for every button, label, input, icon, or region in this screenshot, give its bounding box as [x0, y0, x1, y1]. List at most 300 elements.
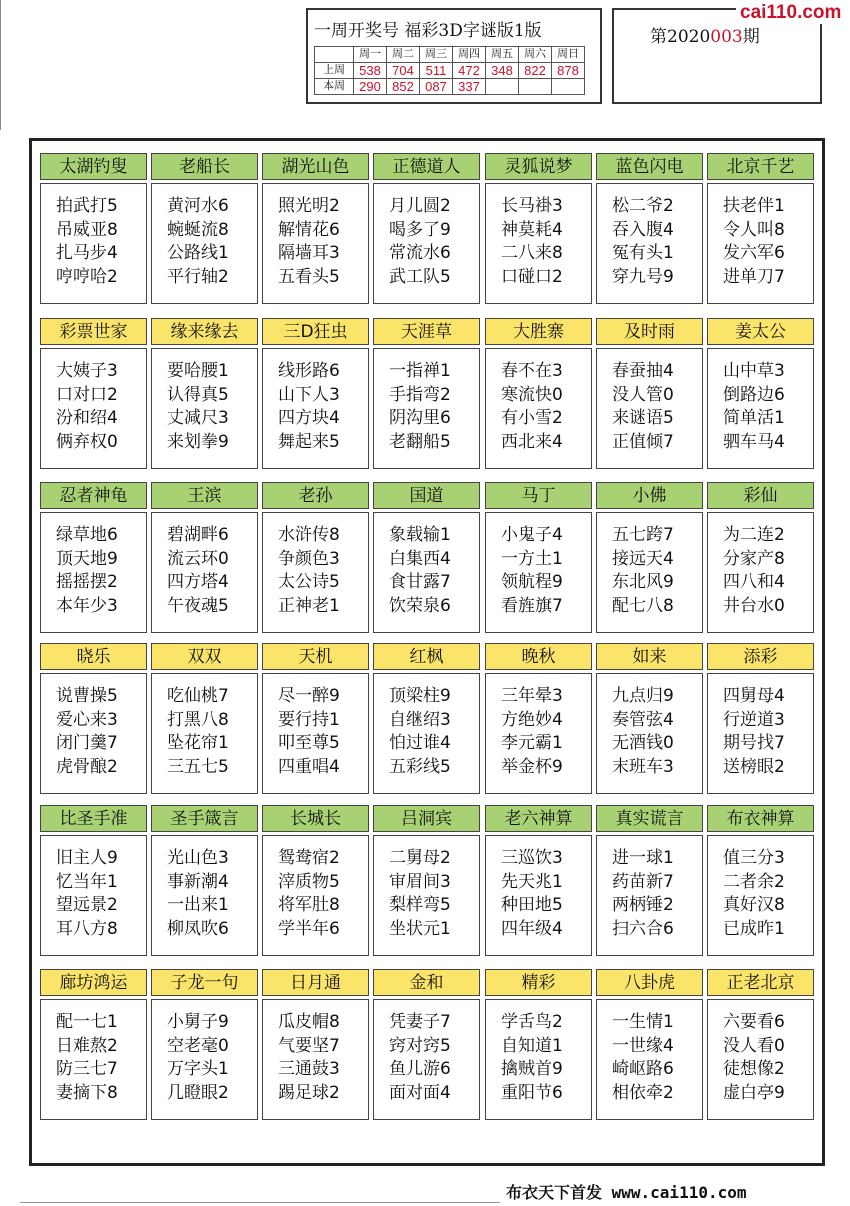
riddle-line: 行逆道3 — [723, 709, 785, 730]
card-body — [40, 183, 147, 304]
riddle-line: 滓质物5 — [278, 871, 340, 892]
riddle-card — [707, 482, 814, 633]
riddle-line: 自继绍3 — [389, 709, 451, 730]
riddle-line: 防三七7 — [56, 1059, 118, 1079]
riddle-line: 鱼儿游6 — [389, 1059, 451, 1079]
day-header: 周二 — [387, 47, 420, 63]
card-body — [40, 512, 147, 633]
riddle-line: 碧湖畔6 — [167, 525, 229, 545]
riddle-line: 先天兆1 — [501, 871, 563, 892]
card-body — [262, 183, 369, 304]
riddle-card — [596, 643, 703, 794]
riddle-card — [40, 643, 147, 794]
riddle-line: 虎骨酿2 — [56, 756, 118, 777]
card-title: 太湖钓叟 — [40, 153, 147, 180]
riddle-line: 药苗新7 — [612, 871, 674, 892]
riddle-line: 东北风9 — [612, 572, 674, 592]
riddle-line: 大姨子3 — [56, 361, 118, 381]
draw-number: 087 — [420, 79, 453, 95]
weekly-results-table — [314, 46, 585, 95]
riddle-card — [596, 482, 703, 633]
card-body — [40, 835, 147, 956]
riddle-line: 叩至尊5 — [278, 733, 340, 753]
card-title: 晚秋 — [485, 643, 592, 670]
card-body — [373, 835, 480, 956]
riddle-line: 舞起来5 — [278, 431, 340, 452]
riddle-line: 一方土1 — [501, 548, 563, 569]
riddle-line: 隔墙耳3 — [278, 243, 340, 263]
riddle-line: 本年少3 — [56, 595, 118, 616]
days-row — [315, 47, 585, 63]
card-title: 缘来缘去 — [151, 318, 258, 345]
draw-number: 822 — [519, 63, 552, 79]
riddle-line: 正值倾7 — [612, 431, 674, 452]
draw-number: 852 — [387, 79, 420, 95]
riddle-line: 简单活1 — [723, 408, 785, 428]
riddle-line: 窍对窍5 — [389, 1035, 451, 1056]
riddle-line: 扶老伴1 — [723, 196, 785, 216]
weekly-results-panel — [306, 8, 602, 104]
riddle-line: 摇摇摆2 — [56, 572, 118, 592]
riddle-line: 拍武打5 — [56, 196, 118, 216]
riddle-line: 认得真5 — [167, 384, 229, 405]
riddle-line: 小舅子9 — [167, 1012, 229, 1032]
riddle-line: 两柄锤2 — [612, 895, 674, 915]
riddle-line: 井台水0 — [723, 595, 785, 616]
riddle-line: 三巡饮3 — [501, 848, 563, 868]
card-title: 日月通 — [262, 969, 369, 996]
riddle-line: 武工队5 — [389, 266, 451, 287]
riddle-card — [262, 805, 369, 956]
riddle-card — [373, 805, 480, 956]
riddle-line: 有小雪2 — [501, 408, 563, 428]
riddle-line: 一出来1 — [167, 895, 229, 915]
riddle-line: 一生情1 — [612, 1012, 674, 1032]
riddle-line: 尽一醉9 — [278, 686, 340, 706]
week-label: 本周 — [315, 79, 354, 95]
card-body — [707, 999, 814, 1120]
card-title: 八卦虎 — [596, 969, 703, 996]
riddle-card — [485, 969, 592, 1120]
riddle-line: 饮荣泉6 — [389, 595, 451, 616]
riddle-card — [262, 969, 369, 1120]
riddle-line: 旧主人9 — [56, 848, 118, 868]
card-body — [596, 673, 703, 794]
riddle-line: 忆当年1 — [56, 871, 118, 892]
riddle-line: 阴沟里6 — [389, 408, 451, 428]
riddle-card — [485, 482, 592, 633]
riddle-line: 春蚕抽4 — [612, 361, 674, 381]
draw-number: 472 — [453, 63, 486, 79]
riddle-card — [262, 318, 369, 469]
riddle-line: 象载输1 — [389, 525, 451, 545]
riddle-line: 配七八8 — [612, 595, 674, 616]
riddle-line: 三通鼓3 — [278, 1059, 340, 1079]
riddle-line: 重阳节6 — [501, 1082, 563, 1103]
issue-prefix: 第2020 — [650, 27, 711, 47]
riddle-line: 争颜色3 — [278, 548, 340, 569]
card-title: 布衣神算 — [707, 805, 814, 832]
riddle-line: 四重唱4 — [278, 756, 340, 777]
riddle-line: 值三分3 — [723, 848, 785, 868]
card-body — [373, 673, 480, 794]
card-title: 湖光山色 — [262, 153, 369, 180]
riddle-card — [151, 153, 258, 304]
card-title: 廊坊鸿运 — [40, 969, 147, 996]
riddle-line: 六要看6 — [723, 1012, 785, 1032]
riddle-line: 冤有头1 — [612, 243, 674, 263]
riddle-card — [151, 805, 258, 956]
card-body — [485, 835, 592, 956]
riddle-line: 鸳鸯宿2 — [278, 848, 340, 868]
riddle-card — [151, 969, 258, 1120]
riddle-line: 来谜语5 — [612, 408, 674, 428]
riddle-line: 无酒钱0 — [612, 733, 674, 753]
card-body — [596, 835, 703, 956]
issue-number — [650, 22, 760, 47]
day-header: 周日 — [552, 47, 585, 63]
this-week-row — [315, 79, 585, 95]
corner-cell — [315, 47, 354, 63]
riddle-line: 空老毫0 — [167, 1035, 229, 1056]
riddle-card — [373, 482, 480, 633]
card-body — [151, 999, 258, 1120]
riddle-line: 审眉间3 — [389, 871, 451, 892]
card-title: 蓝色闪电 — [596, 153, 703, 180]
card-body — [151, 183, 258, 304]
card-title: 王滨 — [151, 482, 258, 509]
week-label: 上周 — [315, 63, 354, 79]
riddle-line: 怕过谁4 — [389, 733, 451, 753]
card-title: 北京千艺 — [707, 153, 814, 180]
card-body — [707, 673, 814, 794]
riddle-line: 闭门羹7 — [56, 733, 118, 753]
footer-divider — [20, 1202, 500, 1203]
draw-number: 538 — [354, 63, 387, 79]
riddle-line: 扎马步4 — [56, 243, 118, 263]
riddle-line: 倒路边6 — [723, 384, 785, 405]
riddle-line: 五七跨7 — [612, 525, 674, 545]
card-body — [151, 348, 258, 469]
riddle-line: 爱心来3 — [56, 709, 118, 730]
riddle-line: 令人叫8 — [723, 219, 785, 240]
riddle-card — [373, 643, 480, 794]
issue-highlight: 003 — [710, 27, 743, 47]
riddle-line: 梨样弯5 — [389, 895, 451, 915]
card-body — [40, 673, 147, 794]
card-title: 真实谎言 — [596, 805, 703, 832]
card-body — [485, 512, 592, 633]
riddle-line: 西北来4 — [501, 431, 563, 452]
riddle-line: 平行轴2 — [167, 266, 229, 287]
riddle-card — [707, 643, 814, 794]
riddle-line: 正神老1 — [278, 595, 340, 616]
riddle-line: 望远景2 — [56, 895, 118, 915]
card-title: 三D狂虫 — [262, 318, 369, 345]
riddle-line: 二舅母2 — [389, 848, 451, 868]
riddle-line: 事新潮4 — [167, 871, 229, 892]
riddle-line: 光山色3 — [167, 848, 229, 868]
riddle-line: 常流水6 — [389, 243, 451, 263]
draw-number: 511 — [420, 63, 453, 79]
card-body — [373, 999, 480, 1120]
riddle-line: 黄河水6 — [167, 196, 229, 216]
riddle-line: 照光明2 — [278, 196, 340, 216]
riddle-line: 九点归9 — [612, 686, 674, 706]
riddle-card — [707, 805, 814, 956]
riddle-card — [373, 153, 480, 304]
riddle-line: 气要坚7 — [278, 1035, 340, 1056]
card-body — [262, 512, 369, 633]
riddle-line: 坠花帘1 — [167, 733, 229, 753]
card-body — [707, 512, 814, 633]
riddle-line: 汾和绍4 — [56, 408, 118, 428]
riddle-line: 吞入腹4 — [612, 219, 674, 240]
riddle-line: 月儿圆2 — [389, 196, 451, 216]
riddle-line: 一世缘4 — [612, 1035, 674, 1056]
day-header: 周一 — [354, 47, 387, 63]
riddle-card — [596, 318, 703, 469]
draw-number: 348 — [486, 63, 519, 79]
riddle-line: 举金杯9 — [501, 756, 563, 777]
card-title: 老六神算 — [485, 805, 592, 832]
riddle-line: 为二连2 — [723, 525, 785, 545]
riddle-line: 长马褂3 — [501, 196, 563, 216]
riddle-card — [262, 153, 369, 304]
riddle-line: 说曹操5 — [56, 686, 118, 706]
draw-number: 290 — [354, 79, 387, 95]
riddle-line: 蜿蜒流8 — [167, 219, 229, 240]
riddle-line: 踢足球2 — [278, 1082, 340, 1103]
riddle-card — [151, 482, 258, 633]
riddle-line: 太公诗5 — [278, 572, 340, 592]
riddle-line: 穿九号9 — [612, 266, 674, 287]
riddle-line: 瓜皮帽8 — [278, 1012, 340, 1032]
riddle-line: 扫六合6 — [612, 918, 674, 939]
riddle-line: 春不在3 — [501, 361, 563, 381]
riddle-card — [373, 318, 480, 469]
riddle-line: 学半年6 — [278, 918, 340, 939]
riddle-card — [707, 153, 814, 304]
riddle-line: 种田地5 — [501, 895, 563, 915]
riddle-card — [485, 805, 592, 956]
card-body — [485, 348, 592, 469]
site-logo: cai110.com — [736, 2, 845, 24]
card-title: 正老北京 — [707, 969, 814, 996]
riddle-line: 午夜魂5 — [167, 595, 229, 616]
card-title: 天涯草 — [373, 318, 480, 345]
riddle-line: 老翻船5 — [389, 431, 451, 452]
draw-number — [519, 79, 552, 95]
riddle-line: 学舌鸟2 — [501, 1012, 563, 1032]
riddle-line: 妻摘下8 — [56, 1082, 118, 1103]
card-body — [40, 348, 147, 469]
last-week-row — [315, 63, 585, 79]
riddle-line: 末班车3 — [612, 756, 674, 777]
card-title: 精彩 — [485, 969, 592, 996]
riddle-line: 擒贼首9 — [501, 1059, 563, 1079]
riddle-line: 万字头1 — [167, 1059, 229, 1079]
riddle-card — [40, 153, 147, 304]
day-header: 周四 — [453, 47, 486, 63]
riddle-card — [373, 969, 480, 1120]
riddle-card — [262, 482, 369, 633]
card-title: 大胜寨 — [485, 318, 592, 345]
card-body — [596, 512, 703, 633]
riddle-card — [596, 969, 703, 1120]
riddle-line: 水浒传8 — [278, 525, 340, 545]
card-body — [151, 512, 258, 633]
riddle-line: 松二爷2 — [612, 196, 674, 216]
riddle-line: 白集西4 — [389, 548, 451, 569]
card-title: 金和 — [373, 969, 480, 996]
card-body — [40, 999, 147, 1120]
riddle-line: 日难熬2 — [56, 1035, 118, 1056]
draw-number — [486, 79, 519, 95]
riddle-card — [151, 643, 258, 794]
riddle-line: 山中草3 — [723, 361, 785, 381]
riddle-line: 已成昨1 — [723, 918, 785, 939]
riddle-line: 打黑八8 — [167, 709, 229, 730]
riddle-line: 凭妻子7 — [389, 1012, 451, 1032]
card-body — [373, 348, 480, 469]
riddle-line: 面对面4 — [389, 1082, 451, 1103]
riddle-line: 五彩线5 — [389, 756, 451, 777]
card-body — [707, 835, 814, 956]
riddle-line: 虚白亭9 — [723, 1082, 785, 1103]
card-title: 双双 — [151, 643, 258, 670]
card-body — [151, 673, 258, 794]
card-body — [262, 999, 369, 1120]
card-title: 添彩 — [707, 643, 814, 670]
riddle-line: 耳八方8 — [56, 918, 118, 939]
riddle-line: 喝多了9 — [389, 219, 451, 240]
card-body — [262, 835, 369, 956]
riddle-line: 李元霸1 — [501, 733, 563, 753]
footer-credit: 布衣天下首发 www.cai110.com — [506, 1183, 747, 1202]
card-title: 子龙一句 — [151, 969, 258, 996]
card-title: 吕洞宾 — [373, 805, 480, 832]
riddle-line: 奏管弦4 — [612, 709, 674, 730]
riddle-line: 顶梁柱9 — [389, 686, 451, 706]
riddle-line: 三五七5 — [167, 756, 229, 777]
riddle-card — [596, 153, 703, 304]
riddle-line: 方绝妙4 — [501, 709, 563, 730]
riddle-card — [40, 969, 147, 1120]
draw-number — [552, 79, 585, 95]
riddle-card — [707, 318, 814, 469]
riddle-line: 五看头5 — [278, 266, 340, 287]
card-body — [485, 183, 592, 304]
riddle-line: 发六军6 — [723, 243, 785, 263]
riddle-line: 期号找7 — [723, 733, 785, 753]
card-body — [485, 673, 592, 794]
riddle-line: 手指弯2 — [389, 384, 451, 405]
riddle-line: 自知道1 — [501, 1035, 563, 1056]
riddle-line: 绿草地6 — [56, 525, 118, 545]
card-body — [707, 348, 814, 469]
riddle-line: 流云环0 — [167, 548, 229, 569]
day-header: 周三 — [420, 47, 453, 63]
riddle-card — [40, 318, 147, 469]
riddle-line: 要哈腰1 — [167, 361, 229, 381]
riddle-line: 口对口2 — [56, 384, 118, 405]
left-edge-line — [0, 0, 1, 130]
issue-suffix: 期 — [742, 27, 760, 47]
card-body — [485, 999, 592, 1120]
card-title: 灵狐说梦 — [485, 153, 592, 180]
riddle-line: 送榜眼2 — [723, 756, 785, 777]
riddle-line: 没人管0 — [612, 384, 674, 405]
card-body — [596, 183, 703, 304]
riddle-line: 三年晕3 — [501, 686, 563, 706]
riddle-line: 山下人3 — [278, 384, 340, 405]
riddle-line: 神莫耗4 — [501, 219, 563, 240]
riddle-line: 配一七1 — [56, 1012, 118, 1032]
riddle-line: 坐状元1 — [389, 918, 451, 939]
day-header: 周六 — [519, 47, 552, 63]
riddle-card — [485, 153, 592, 304]
card-title: 及时雨 — [596, 318, 703, 345]
card-title: 晓乐 — [40, 643, 147, 670]
riddle-line: 柳凤吹6 — [167, 918, 229, 939]
riddle-line: 分家产8 — [723, 548, 785, 569]
riddle-line: 真好汉8 — [723, 895, 785, 915]
riddle-line: 丈减尺3 — [167, 408, 229, 428]
riddle-line: 看旌旗7 — [501, 595, 563, 616]
riddle-line: 进单刀7 — [723, 266, 785, 287]
riddle-card — [485, 318, 592, 469]
card-title: 长城长 — [262, 805, 369, 832]
day-header: 周五 — [486, 47, 519, 63]
card-title: 比圣手准 — [40, 805, 147, 832]
card-title: 如来 — [596, 643, 703, 670]
riddle-line: 一指禅1 — [389, 361, 451, 381]
riddle-card — [707, 969, 814, 1120]
card-title: 马丁 — [485, 482, 592, 509]
riddle-line: 吊威亚8 — [56, 219, 118, 240]
riddle-card — [40, 805, 147, 956]
card-body — [151, 835, 258, 956]
riddle-card — [485, 643, 592, 794]
riddle-line: 领航程9 — [501, 572, 563, 592]
riddle-line: 四年级4 — [501, 918, 563, 939]
riddle-line: 寒流快0 — [501, 384, 563, 405]
riddle-line: 解情花6 — [278, 219, 340, 240]
riddle-line: 二者余2 — [723, 871, 785, 892]
riddle-line: 徒想像2 — [723, 1059, 785, 1079]
card-body — [596, 999, 703, 1120]
riddle-line: 要行持1 — [278, 709, 340, 730]
card-title: 彩仙 — [707, 482, 814, 509]
riddle-line: 崎岖路6 — [612, 1059, 674, 1079]
riddle-line: 来划拳9 — [167, 431, 229, 452]
riddle-line: 俩弃权0 — [56, 431, 118, 452]
riddle-line: 线形路6 — [278, 361, 340, 381]
card-title: 圣手箴言 — [151, 805, 258, 832]
riddle-line: 接远天4 — [612, 548, 674, 569]
riddle-card — [596, 805, 703, 956]
card-title: 老孙 — [262, 482, 369, 509]
card-body — [373, 512, 480, 633]
riddle-line: 将军肚8 — [278, 895, 340, 915]
riddle-line: 四舅母4 — [723, 686, 785, 706]
riddle-card — [151, 318, 258, 469]
riddle-line: 相依牵2 — [612, 1082, 674, 1103]
riddle-line: 二八来8 — [501, 243, 563, 263]
card-title: 红枫 — [373, 643, 480, 670]
card-body — [262, 673, 369, 794]
